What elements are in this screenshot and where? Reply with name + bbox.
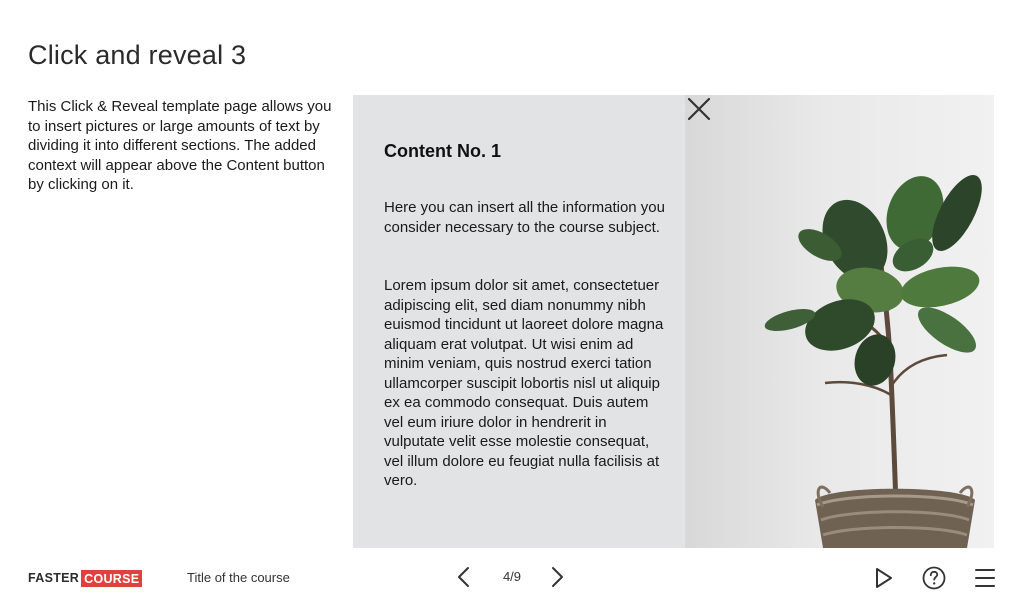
- content-heading: Content No. 1: [384, 141, 501, 161]
- course-title: Title of the course: [187, 570, 290, 585]
- brand-logo-part2: COURSE: [81, 570, 142, 587]
- chevron-right-icon[interactable]: [545, 565, 569, 589]
- close-icon[interactable]: [685, 95, 713, 123]
- content-paragraph-2: Lorem ipsum dolor sit amet, consectetuer adipiscing elit, sed diam nonummy nibh euismod tincidunt ut laoreet dolore magna aliquam erat volutpat. Ut wisi enim ad minim veniam, quis nostrud exerci tation ullamcorper suscipit lobortis nisl ut aliquip ex ea commodo consequat. Duis autem vel eum iriure dolor in hendrerit in vulputate velit esse molestie consequat, vel illum dolore eu feugiat nulla facilisis at vero.: [384, 277, 664, 489]
- page-indicator: 4/9: [502, 569, 522, 584]
- content-text-area: [353, 95, 685, 548]
- play-icon[interactable]: [870, 565, 896, 591]
- chevron-left-icon[interactable]: [452, 565, 476, 589]
- brand-logo: [28, 569, 142, 587]
- intro-text: This Click & Reveal template page allows you to insert pictures or large amounts of text by dividing it into different sections. The added context will appear above the Content button by clicking on it.: [28, 98, 332, 194]
- help-icon[interactable]: [921, 565, 947, 591]
- reveal-panel: [353, 95, 994, 548]
- potted-plant-photo: [685, 95, 994, 548]
- footer-bar: [0, 555, 1024, 600]
- brand-logo-part1: FASTER: [28, 571, 80, 585]
- menu-icon[interactable]: [972, 565, 998, 591]
- content-paragraph-1: Here you can insert all the information you consider necessary to the course subject.: [384, 199, 665, 236]
- plant-image: [685, 95, 994, 548]
- page-title: Click and reveal 3: [28, 40, 247, 70]
